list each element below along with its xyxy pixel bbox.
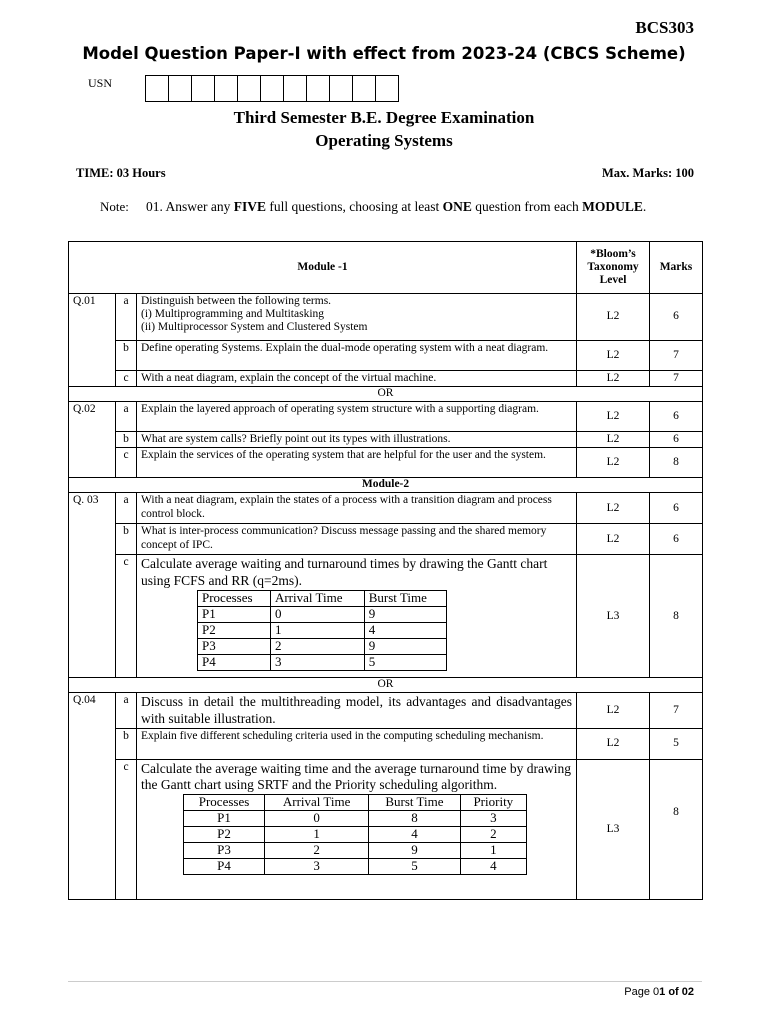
marks-value: 7 [650,371,703,387]
usn-box [352,75,376,102]
process-row [184,843,527,859]
sub-label: a [116,693,137,728]
marks-header: Marks [650,242,703,294]
blooms-header: *Bloom’s Taxonomy Level [577,242,650,294]
sub-label: c [116,759,137,899]
or-separator [69,387,703,402]
table-cell: 3 [265,858,369,874]
max-marks: Max. Marks: 100 [602,166,694,180]
question-text: Define operating Systems. Explain the dual-mode operating system with a neat diagram. [137,341,577,371]
question-row [69,493,703,524]
note-part: full questions, choosing at least [266,199,443,214]
usn-box [214,75,238,102]
blooms-level: L2 [577,493,650,524]
module-1-header: Module -1 [69,242,577,294]
question-text: With a neat diagram, explain the states of a process with a transition diagram and process control block. [137,493,577,524]
usn-box [306,75,330,102]
module-separator [69,478,703,493]
paper-title: Model Question Paper-I with effect from 2023-24 (CBCS Scheme) [82,44,686,63]
question-text: Explain the services of the operating system that are helpful for the user and the system. [137,448,577,478]
question-text: Explain five different scheduling criteria used in the computing scheduling mechanism. [137,728,577,759]
table-cell: 0 [270,606,364,622]
table-cell: 3 [270,654,364,670]
marks-value: 6 [650,402,703,432]
usn-box [145,75,169,102]
table-cell: 1 [265,827,369,843]
question-row [69,555,703,678]
question-row [69,524,703,555]
note-text [146,199,646,215]
table-cell: 5 [369,858,460,874]
col-header: Processes [184,795,265,811]
sub-label: a [116,294,137,341]
usn-box [283,75,307,102]
note-part: . [642,199,647,214]
question-text: With a neat diagram, explain the concept of the virtual machine. [137,371,577,387]
process-row [198,622,447,638]
module-2-header: Module-2 [69,478,703,493]
blooms-level: L3 [577,759,650,899]
question-text [137,759,577,899]
blooms-level: L2 [577,371,650,387]
question-row [69,294,703,341]
table-cell: 2 [265,843,369,859]
page-rest: 1 of 02 [659,986,694,998]
usn-box [237,75,261,102]
table-cell: 2 [460,827,526,843]
sub-label: b [116,341,137,371]
table-cell: P3 [184,843,265,859]
blooms-level: L2 [577,402,650,432]
blooms-level: L2 [577,432,650,448]
question-text: Explain the layered approach of operating system structure with a supporting diagram. [137,402,577,432]
table-cell: 2 [270,638,364,654]
table-cell: 9 [364,606,446,622]
note-emphasis: FIVE [233,199,267,214]
question-line: Calculate the average waiting time and the average turnaround time by drawing the Gantt chart using SRTF and the Priority scheduling algorithm. [141,760,571,792]
sub-label: b [116,728,137,759]
question-line: (ii) Multiprocessor System and Clustered System [141,321,368,334]
note-label: Note: [100,199,129,214]
or-label: OR [69,387,703,402]
sub-label: b [116,524,137,555]
question-row [69,341,703,371]
table-cell: P1 [184,811,265,827]
marks-value: 7 [650,693,703,728]
table-cell: 5 [364,654,446,670]
usn-boxes [146,75,399,102]
marks-value: 8 [650,759,703,899]
question-table [68,241,703,900]
question-text [137,555,577,678]
page-prefix: Page 0 [624,986,660,998]
blooms-level: L2 [577,728,650,759]
question-line: Distinguish between the following terms. [141,295,332,307]
marks-value: 8 [650,555,703,678]
question-line: Calculate average waiting and turnaround times by drawing the Gantt chart using FCFS and RR (q=2ms). [141,556,548,588]
marks-value: 7 [650,341,703,371]
question-text: Discuss in detail the multithreading model, its advantages and disadvantages with suitable illustration. [137,693,577,728]
table-header-row [69,242,703,294]
process-table [183,794,527,875]
process-table [197,590,447,671]
sub-label: c [116,555,137,678]
sub-label: c [116,448,137,478]
question-text: What are system calls? Briefly point out its types with illustrations. [137,432,577,448]
marks-value: 8 [650,448,703,478]
question-row [69,432,703,448]
question-number: Q. 03 [69,493,116,678]
blooms-level: L2 [577,341,650,371]
sub-label: c [116,371,137,387]
usn-box [375,75,399,102]
table-cell: P2 [184,827,265,843]
process-row [198,654,447,670]
table-cell: 3 [460,811,526,827]
note-part: 01. Answer any [146,199,234,214]
marks-value: 6 [650,432,703,448]
table-cell: P4 [184,858,265,874]
exam-title: Third Semester B.E. Degree Examination [233,108,535,127]
table-cell: P3 [198,638,271,654]
question-row [69,693,703,728]
table-cell: 1 [270,622,364,638]
usn-box [168,75,192,102]
page-number [624,986,694,998]
usn-label: USN [88,76,113,90]
usn-box [329,75,353,102]
table-cell: 4 [364,622,446,638]
process-row [184,811,527,827]
marks-value: 6 [650,294,703,341]
usn-box [191,75,215,102]
table-cell: 8 [369,811,460,827]
process-row [184,858,527,874]
table-cell: 0 [265,811,369,827]
col-header: Burst Time [364,590,446,606]
sub-label: a [116,402,137,432]
blooms-level: L2 [577,294,650,341]
process-row [198,638,447,654]
question-number: Q.01 [69,294,116,387]
table-cell: P1 [198,606,271,622]
table-cell: 1 [460,843,526,859]
question-text [137,294,577,341]
question-row [69,728,703,759]
process-row [198,606,447,622]
col-header: Arrival Time [270,590,364,606]
note-emphasis: MODULE [582,199,643,214]
blooms-level: L2 [577,524,650,555]
note-emphasis: ONE [442,199,472,214]
table-cell: 4 [369,827,460,843]
exam-time: TIME: 03 Hours [76,166,166,180]
blooms-level: L3 [577,555,650,678]
table-cell: 9 [369,843,460,859]
question-text: What is inter-process communication? Discuss message passing and the shared memory concept of IPC. [137,524,577,555]
table-cell: 9 [364,638,446,654]
col-header: Burst Time [369,795,460,811]
question-number: Q.04 [69,693,116,899]
or-separator [69,678,703,693]
marks-value: 6 [650,493,703,524]
question-row [69,402,703,432]
question-line: (i) Multiprogramming and Multitasking [141,308,325,321]
usn-box [260,75,284,102]
sub-label: a [116,493,137,524]
col-header: Priority [460,795,526,811]
question-row [69,371,703,387]
col-header: Processes [198,590,271,606]
question-row [69,759,703,899]
table-cell: P2 [198,622,271,638]
paper-code: BCS303 [635,18,694,37]
subject-title: Operating Systems [315,131,453,150]
col-header: Arrival Time [265,795,369,811]
sub-label: b [116,432,137,448]
or-label: OR [69,678,703,693]
marks-value: 5 [650,728,703,759]
process-table-header [198,590,447,606]
blooms-level: L2 [577,693,650,728]
question-number: Q.02 [69,402,116,478]
marks-value: 6 [650,524,703,555]
question-row [69,448,703,478]
note-part: question from each [471,199,583,214]
footer-divider [68,981,702,982]
blooms-level: L2 [577,448,650,478]
process-row [184,827,527,843]
process-table-header [184,795,527,811]
table-cell: P4 [198,654,271,670]
table-cell: 4 [460,858,526,874]
